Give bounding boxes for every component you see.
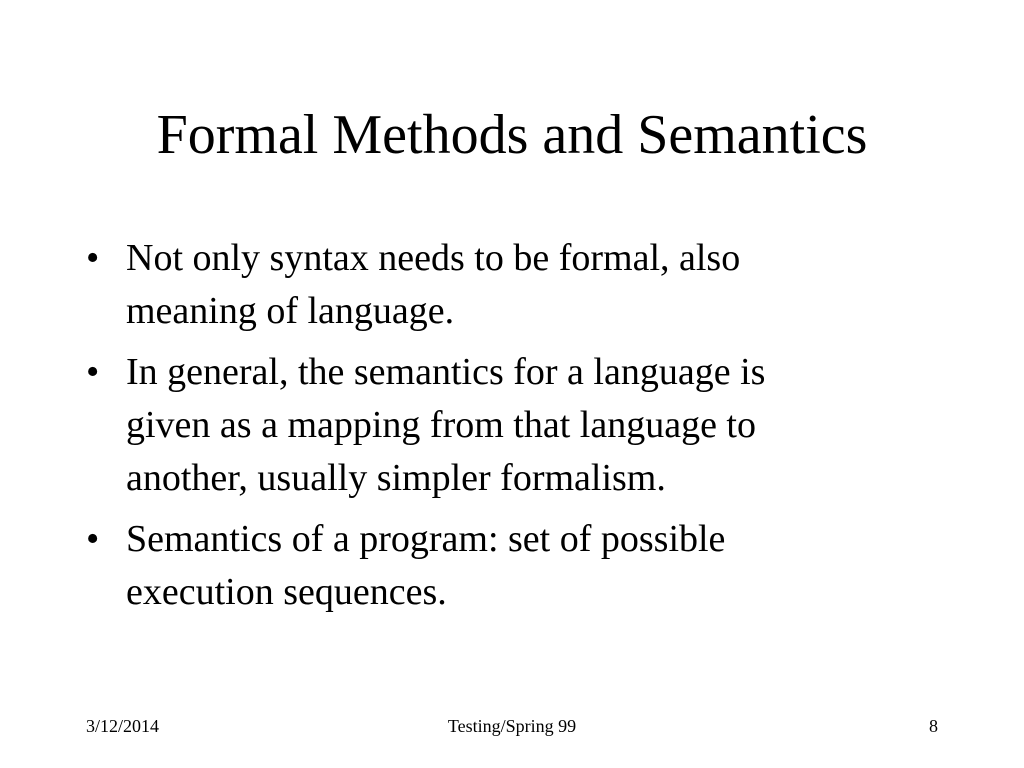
bullet-item [86,346,946,505]
bullet-text-line: meaning of language. [126,290,455,332]
footer-date: 3/12/2014 [86,716,160,736]
bullet-text-line: Not only syntax needs to be formal, also [126,237,741,279]
bullet-item [86,513,946,619]
bullet-text-line: In general, the semantics for a language is [126,351,766,393]
bullet-item [86,232,946,338]
bullet-list [86,232,946,627]
bullet-text-line: execution sequences. [126,571,447,613]
bullet-text-line: another, usually simpler formalism. [126,457,666,499]
bullet-text-line: Semantics of a program: set of possible [126,518,726,560]
footer-title: Testing/Spring 99 [447,716,577,736]
slide-title: Formal Methods and Semantics [156,104,868,166]
bullet-icon: • [86,518,100,560]
bullet-text-line: given as a mapping from that language to [126,404,756,446]
page-number: 8 [929,716,938,736]
bullet-icon: • [86,351,100,393]
bullet-icon: • [86,237,100,279]
